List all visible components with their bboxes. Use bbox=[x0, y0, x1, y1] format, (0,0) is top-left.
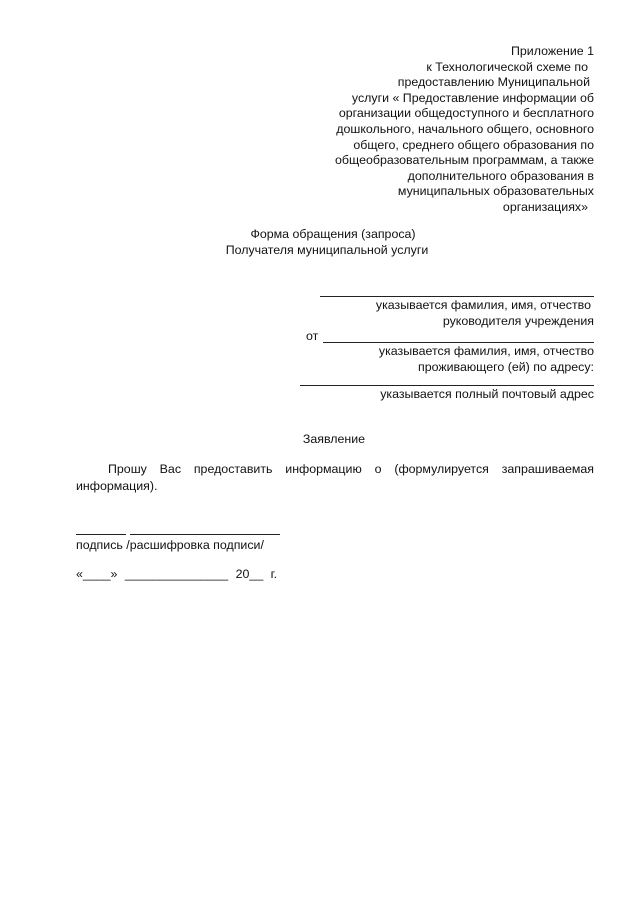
appendix-line: организации общедоступного и бесплатного bbox=[338, 106, 594, 121]
appendix-line: услуги « Предоставление информации об bbox=[351, 90, 594, 105]
addressee-blank-line[interactable] bbox=[320, 296, 594, 297]
appendix-line: дополнительного образования в bbox=[407, 168, 594, 183]
statement-title bbox=[0, 432, 640, 447]
appendix-line: муниципальных образовательных bbox=[397, 184, 594, 199]
appendix-line: общего, среднего общего образования по bbox=[353, 137, 594, 152]
form-title-line: Получателя муниципальной услуги bbox=[225, 242, 429, 257]
addressee-hint bbox=[376, 298, 594, 329]
statement-body: Прошу Вас предоставить информацию о (формулируется запрашиваемая информация). bbox=[76, 462, 594, 493]
date-day-field[interactable]: «____» bbox=[76, 567, 118, 581]
appendix-header bbox=[294, 44, 594, 216]
appendix-line: к Технологической схеме по bbox=[426, 59, 588, 74]
sender-hint bbox=[379, 344, 594, 375]
appendix-line: Приложение 1 bbox=[510, 44, 594, 58]
appendix-line: общеобразовательным программам, а также bbox=[335, 153, 594, 168]
appendix-line: предоставлению Муниципальной bbox=[397, 75, 590, 90]
sender-hint-line: указывается фамилия, имя, отчество bbox=[378, 344, 594, 358]
statement-title-text: Заявление bbox=[302, 432, 366, 446]
date-month-field[interactable]: _______________ bbox=[124, 567, 229, 581]
form-title-line: Форма обращения (запроса) bbox=[250, 227, 416, 241]
date-row bbox=[76, 567, 277, 581]
from-label: от bbox=[306, 329, 319, 343]
address-hint bbox=[380, 387, 594, 403]
address-blank-line[interactable] bbox=[300, 385, 594, 386]
address-hint-line: указывается полный почтовый адрес bbox=[380, 387, 594, 401]
appendix-line: дошкольного, начального общего, основного bbox=[336, 121, 594, 136]
form-title bbox=[0, 227, 640, 258]
appendix-line: организациях» bbox=[502, 199, 588, 214]
sender-hint-line: проживающего (ей) по адресу: bbox=[417, 359, 594, 374]
sender-blank-line[interactable] bbox=[323, 342, 594, 343]
addressee-hint-line: указывается фамилия, имя, отчество bbox=[375, 298, 591, 312]
signature-blank-line[interactable] bbox=[76, 534, 126, 535]
signature-caption: подпись /расшифровка подписи/ bbox=[76, 538, 264, 552]
signature-decode-blank-line[interactable] bbox=[130, 534, 280, 535]
date-year-suffix: г. bbox=[270, 567, 278, 581]
addressee-hint-line: руководителя учреждения bbox=[442, 313, 594, 328]
date-year-field[interactable]: 20__ bbox=[235, 567, 264, 581]
